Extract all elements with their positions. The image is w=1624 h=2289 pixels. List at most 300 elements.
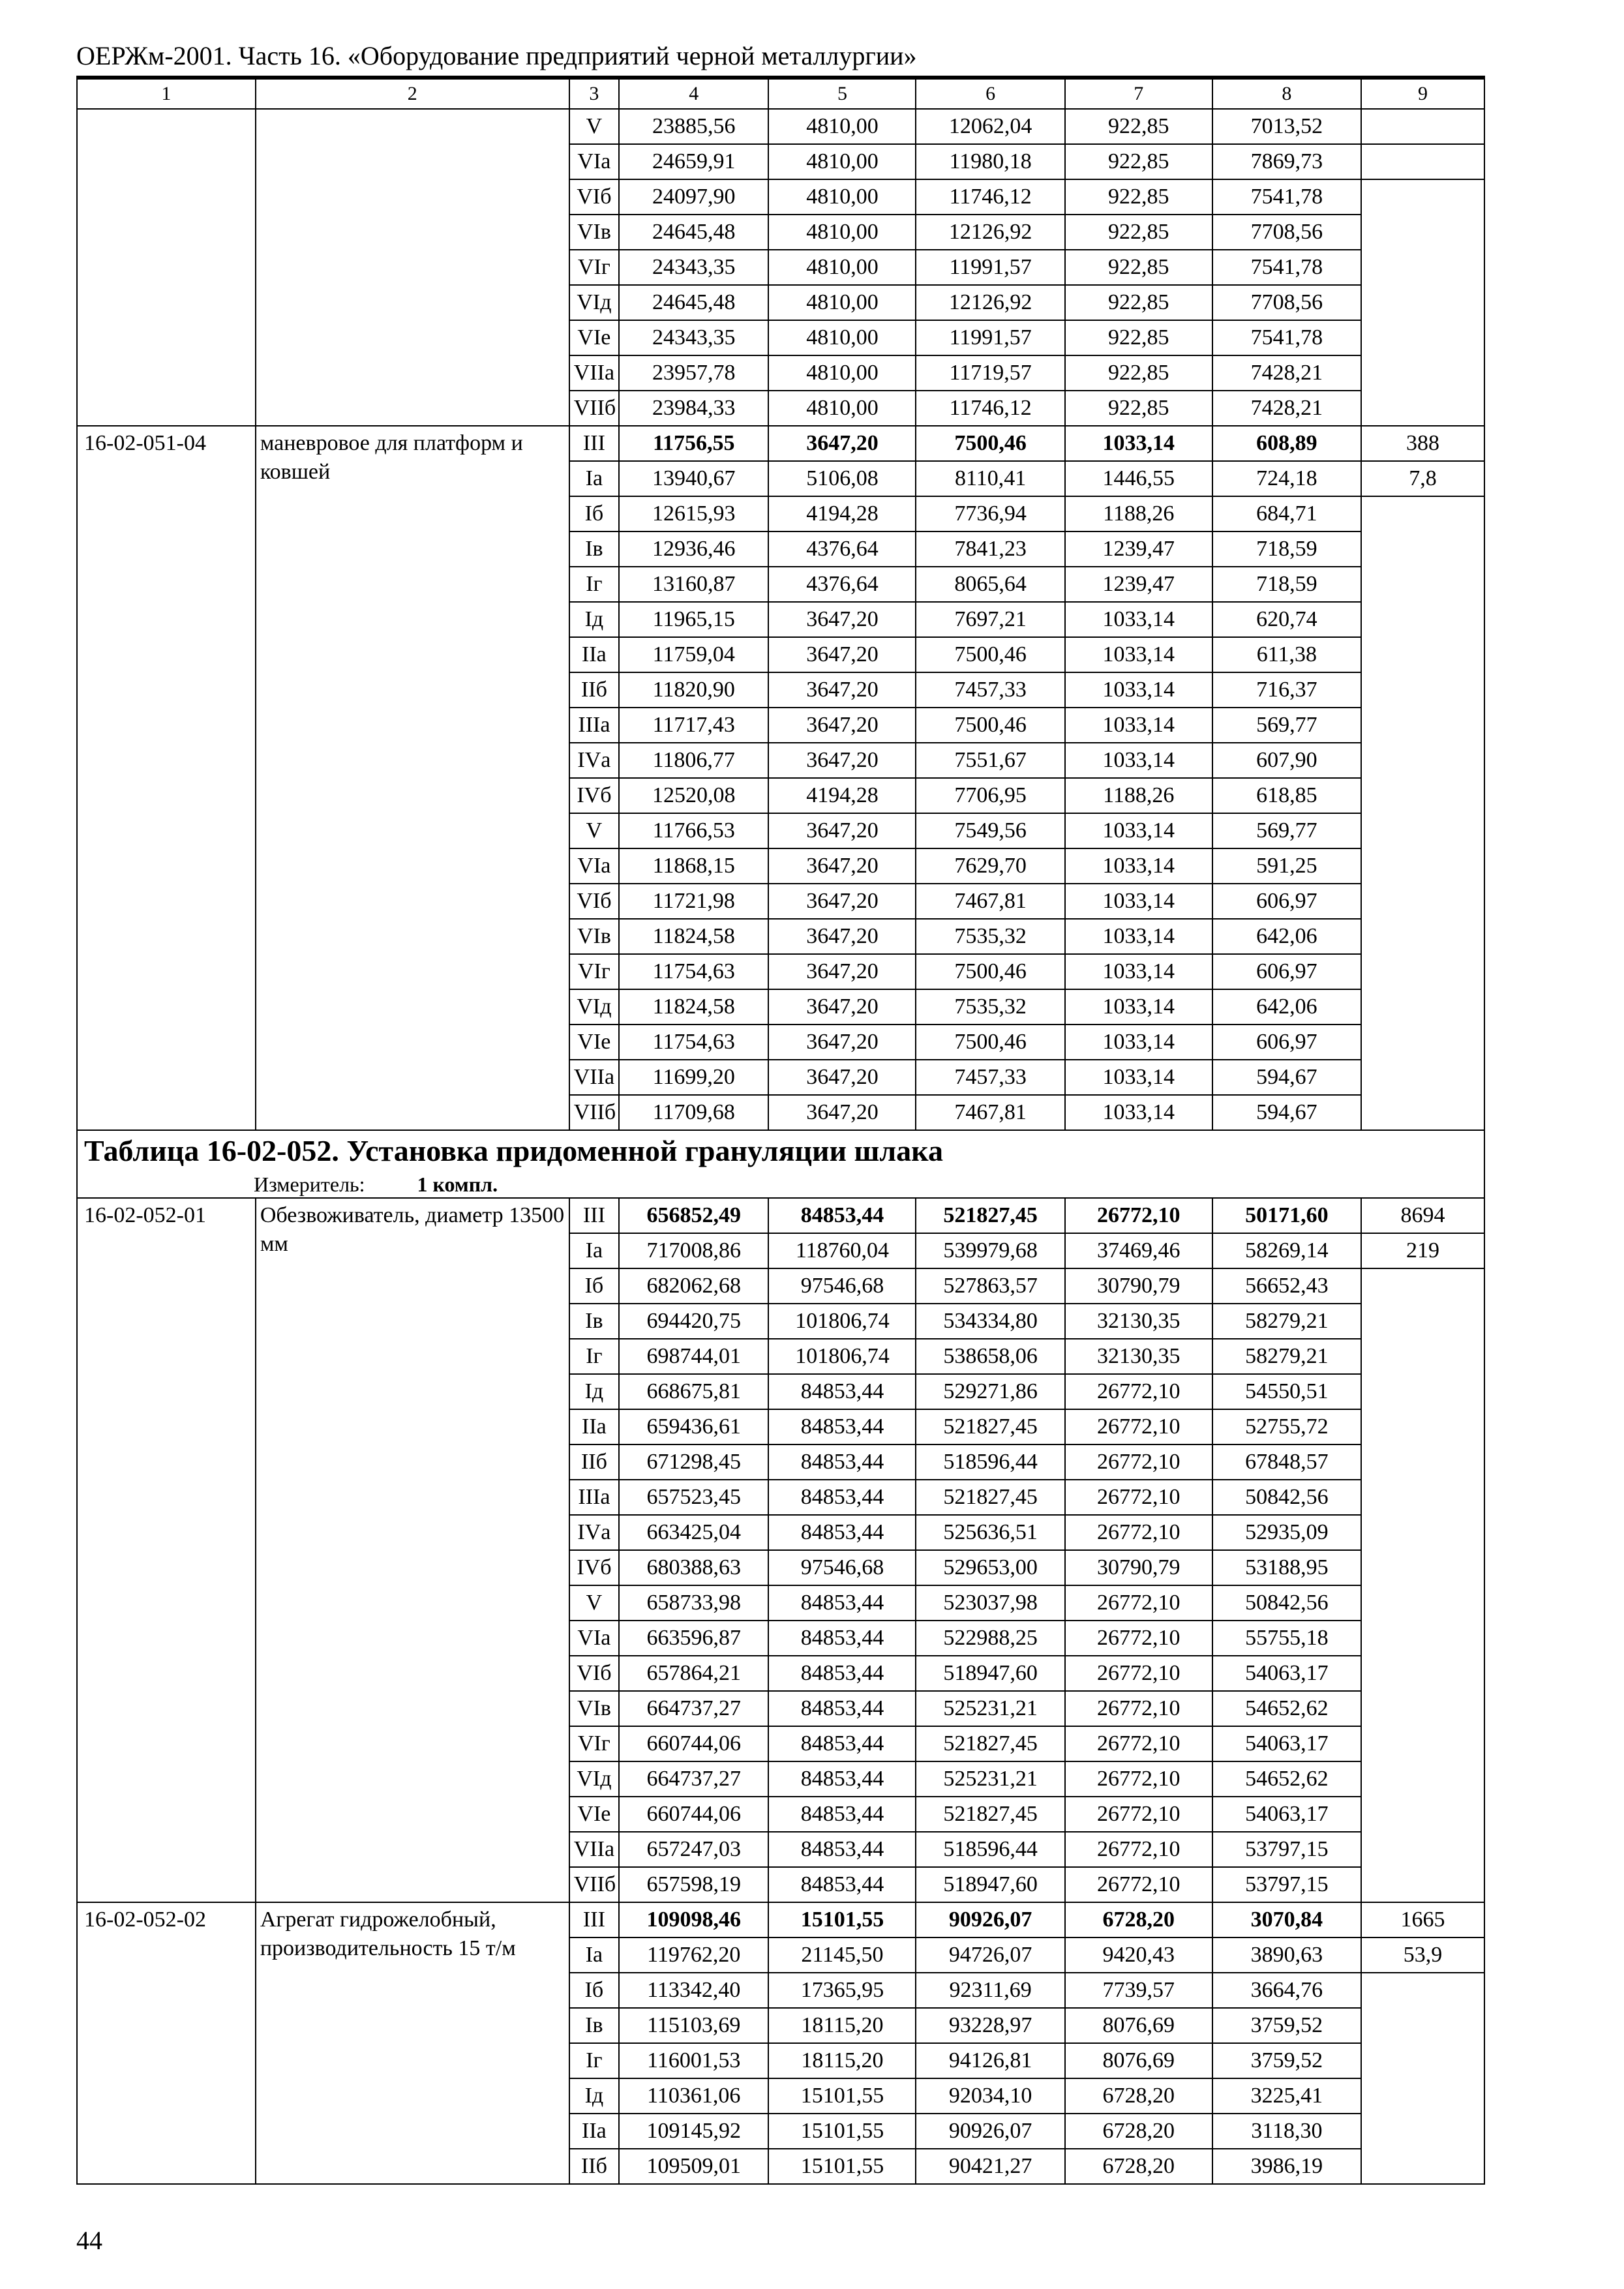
price-cell: 922,85 — [1065, 320, 1212, 355]
price-cell: 90926,07 — [916, 1902, 1064, 1937]
price-cell: 659436,61 — [619, 1409, 768, 1444]
price-cell: 4194,28 — [768, 496, 916, 531]
zone-code: VIб — [569, 179, 619, 215]
price-cell: 4376,64 — [768, 567, 916, 602]
zone-code: IIб — [569, 1444, 619, 1480]
price-cell: 608,89 — [1212, 426, 1361, 461]
page-number: 44 — [76, 2226, 102, 2255]
price-cell: 1033,14 — [1065, 884, 1212, 919]
price-cell: 7428,21 — [1212, 391, 1361, 426]
price-cell: 24097,90 — [619, 179, 768, 215]
zone-code: IVб — [569, 778, 619, 813]
price-cell: 1033,14 — [1065, 672, 1212, 708]
zone-code: VIд — [569, 989, 619, 1025]
price-cell: 53188,95 — [1212, 1550, 1361, 1585]
price-cell: 11766,53 — [619, 813, 768, 848]
price-cell: 54063,17 — [1212, 1726, 1361, 1761]
price-cell: 11868,15 — [619, 848, 768, 884]
price-cell: 84853,44 — [768, 1409, 916, 1444]
price-cell: 50842,56 — [1212, 1480, 1361, 1515]
price-cell: 115103,69 — [619, 2008, 768, 2043]
price-cell: 26772,10 — [1065, 1726, 1212, 1761]
price-cell: 58269,14 — [1212, 1233, 1361, 1268]
price-cell: 3647,20 — [768, 1025, 916, 1060]
price-cell: 1033,14 — [1065, 637, 1212, 672]
price-cell: 84853,44 — [768, 1515, 916, 1550]
zone-code: III — [569, 1198, 619, 1233]
price-cell: 657523,45 — [619, 1480, 768, 1515]
price-cell: 101806,74 — [768, 1304, 916, 1339]
price-cell: 1033,14 — [1065, 708, 1212, 743]
measure-row — [77, 1171, 1484, 1198]
price-cell: 53797,15 — [1212, 1867, 1361, 1902]
price-cell: 1033,14 — [1065, 743, 1212, 778]
extra-value — [1361, 1268, 1484, 1902]
price-cell: 7467,81 — [916, 884, 1064, 919]
zone-code: IIIа — [569, 708, 619, 743]
price-cell: 7541,78 — [1212, 250, 1361, 285]
price-cell: 3070,84 — [1212, 1902, 1361, 1937]
column-number: 1 — [77, 79, 256, 109]
price-cell: 1239,47 — [1065, 531, 1212, 567]
price-cell: 24343,35 — [619, 250, 768, 285]
price-cell: 11709,68 — [619, 1095, 768, 1130]
zone-code: VIIа — [569, 1832, 619, 1867]
column-number: 6 — [916, 79, 1064, 109]
price-cell: 7708,56 — [1212, 215, 1361, 250]
price-cell: 15101,55 — [768, 1902, 916, 1937]
price-cell: 50171,60 — [1212, 1198, 1361, 1233]
price-cell: 657247,03 — [619, 1832, 768, 1867]
price-cell: 7500,46 — [916, 426, 1064, 461]
zone-code: Iа — [569, 1233, 619, 1268]
price-cell: 119762,20 — [619, 1937, 768, 1973]
measure-cell — [77, 1171, 1484, 1198]
price-cell: 521827,45 — [916, 1198, 1064, 1233]
price-cell: 84853,44 — [768, 1444, 916, 1480]
price-cell: 4810,00 — [768, 285, 916, 320]
price-cell: 97546,68 — [768, 1268, 916, 1304]
price-cell: 3225,41 — [1212, 2078, 1361, 2114]
price-cell: 11756,55 — [619, 426, 768, 461]
item-code: 16-02-051-04 — [77, 426, 256, 1130]
price-cell: 922,85 — [1065, 391, 1212, 426]
price-cell: 1188,26 — [1065, 496, 1212, 531]
price-cell: 26772,10 — [1065, 1691, 1212, 1726]
price-cell: 3118,30 — [1212, 2114, 1361, 2149]
zone-code: IVа — [569, 743, 619, 778]
extra-value: 8694 — [1361, 1198, 1484, 1233]
price-cell: 716,37 — [1212, 672, 1361, 708]
zone-code: VIг — [569, 1726, 619, 1761]
price-cell: 54550,51 — [1212, 1374, 1361, 1409]
price-cell: 518947,60 — [916, 1656, 1064, 1691]
price-cell: 12126,92 — [916, 215, 1064, 250]
price-cell: 4810,00 — [768, 109, 916, 144]
price-cell: 3664,76 — [1212, 1973, 1361, 2008]
price-cell: 118760,04 — [768, 1233, 916, 1268]
price-cell: 7541,78 — [1212, 320, 1361, 355]
zone-code: Iд — [569, 2078, 619, 2114]
price-cell: 11980,18 — [916, 144, 1064, 179]
price-cell: 13160,87 — [619, 567, 768, 602]
zone-code: IIа — [569, 2114, 619, 2149]
price-cell: 109098,46 — [619, 1902, 768, 1937]
price-cell: 11824,58 — [619, 919, 768, 954]
price-cell: 12520,08 — [619, 778, 768, 813]
extra-value: 219 — [1361, 1233, 1484, 1268]
price-cell: 922,85 — [1065, 109, 1212, 144]
column-number-row — [77, 79, 1484, 109]
price-cell: 12126,92 — [916, 285, 1064, 320]
price-cell: 26772,10 — [1065, 1832, 1212, 1867]
price-cell: 3759,52 — [1212, 2008, 1361, 2043]
price-cell: 660744,06 — [619, 1797, 768, 1832]
price-cell: 698744,01 — [619, 1339, 768, 1374]
zone-code: VIа — [569, 144, 619, 179]
price-cell: 11824,58 — [619, 989, 768, 1025]
item-name: Агрегат гидрожелобный, производительность 15 т/м — [256, 1902, 569, 2184]
price-cell: 24659,91 — [619, 144, 768, 179]
price-cell: 607,90 — [1212, 743, 1361, 778]
price-cell: 101806,74 — [768, 1339, 916, 1374]
price-cell: 84853,44 — [768, 1585, 916, 1621]
price-cell: 109145,92 — [619, 2114, 768, 2149]
price-cell: 521827,45 — [916, 1480, 1064, 1515]
extra-value: 7,8 — [1361, 461, 1484, 496]
price-cell: 7535,32 — [916, 989, 1064, 1025]
price-cell: 3647,20 — [768, 954, 916, 989]
zone-code: VIIа — [569, 355, 619, 391]
price-cell: 922,85 — [1065, 144, 1212, 179]
price-cell: 7841,23 — [916, 531, 1064, 567]
price-cell: 7013,52 — [1212, 109, 1361, 144]
price-cell: 54652,62 — [1212, 1761, 1361, 1797]
zone-code: Iв — [569, 2008, 619, 2043]
price-cell: 18115,20 — [768, 2043, 916, 2078]
price-cell: 7549,56 — [916, 813, 1064, 848]
price-cell: 11820,90 — [619, 672, 768, 708]
price-cell: 8110,41 — [916, 461, 1064, 496]
price-cell: 3647,20 — [768, 884, 916, 919]
zone-code: IIб — [569, 2149, 619, 2184]
price-cell: 113342,40 — [619, 1973, 768, 2008]
price-cell: 3647,20 — [768, 708, 916, 743]
price-cell: 6728,20 — [1065, 2149, 1212, 2184]
price-cell: 663425,04 — [619, 1515, 768, 1550]
price-cell: 3647,20 — [768, 1095, 916, 1130]
item-name — [256, 109, 569, 426]
price-cell: 521827,45 — [916, 1797, 1064, 1832]
price-cell: 84853,44 — [768, 1656, 916, 1691]
zone-code: IVа — [569, 1515, 619, 1550]
price-cell: 1033,14 — [1065, 426, 1212, 461]
price-cell: 6728,20 — [1065, 2114, 1212, 2149]
price-cell: 58279,21 — [1212, 1304, 1361, 1339]
price-cell: 7467,81 — [916, 1095, 1064, 1130]
table-row — [77, 1902, 1484, 1937]
zone-code: V — [569, 1585, 619, 1621]
price-cell: 23984,33 — [619, 391, 768, 426]
price-cell: 684,71 — [1212, 496, 1361, 531]
price-cell: 539979,68 — [916, 1233, 1064, 1268]
zone-code: VIе — [569, 1025, 619, 1060]
price-cell: 1033,14 — [1065, 813, 1212, 848]
price-cell: 12062,04 — [916, 109, 1064, 144]
zone-code: VIа — [569, 848, 619, 884]
price-cell: 668675,81 — [619, 1374, 768, 1409]
extra-value — [1361, 1973, 1484, 2184]
price-cell: 7500,46 — [916, 637, 1064, 672]
price-cell: 7551,67 — [916, 743, 1064, 778]
price-cell: 664737,27 — [619, 1761, 768, 1797]
table-row — [77, 109, 1484, 144]
zone-code: IIб — [569, 672, 619, 708]
price-cell: 11721,98 — [619, 884, 768, 919]
zone-code: III — [569, 1902, 619, 1937]
price-cell: 11991,57 — [916, 250, 1064, 285]
zone-code: VIг — [569, 954, 619, 989]
price-cell: 4810,00 — [768, 215, 916, 250]
price-cell: 37469,46 — [1065, 1233, 1212, 1268]
price-cell: 3647,20 — [768, 1060, 916, 1095]
price-cell: 92311,69 — [916, 1973, 1064, 2008]
price-cell: 1033,14 — [1065, 1060, 1212, 1095]
table-body — [77, 79, 1484, 2184]
price-cell: 620,74 — [1212, 602, 1361, 637]
zone-code: Iг — [569, 567, 619, 602]
price-cell: 521827,45 — [916, 1726, 1064, 1761]
price-cell: 50842,56 — [1212, 1585, 1361, 1621]
price-cell: 718,59 — [1212, 531, 1361, 567]
price-cell: 4810,00 — [768, 250, 916, 285]
price-cell: 11746,12 — [916, 391, 1064, 426]
zone-code: VIб — [569, 1656, 619, 1691]
price-cell: 534334,80 — [916, 1304, 1064, 1339]
price-cell: 18115,20 — [768, 2008, 916, 2043]
price-cell: 527863,57 — [916, 1268, 1064, 1304]
zone-code: VIIа — [569, 1060, 619, 1095]
price-cell: 7739,57 — [1065, 1973, 1212, 2008]
price-cell: 8076,69 — [1065, 2043, 1212, 2078]
price-cell: 24645,48 — [619, 215, 768, 250]
price-cell: 1446,55 — [1065, 461, 1212, 496]
price-cell: 53797,15 — [1212, 1832, 1361, 1867]
price-cell: 52935,09 — [1212, 1515, 1361, 1550]
price-cell: 4810,00 — [768, 179, 916, 215]
price-cell: 642,06 — [1212, 919, 1361, 954]
price-cell: 7736,94 — [916, 496, 1064, 531]
price-cell: 15101,55 — [768, 2149, 916, 2184]
price-cell: 26772,10 — [1065, 1761, 1212, 1797]
zone-code: Iв — [569, 531, 619, 567]
price-cell: 522988,25 — [916, 1621, 1064, 1656]
zone-code: VIб — [569, 884, 619, 919]
zone-code: IIа — [569, 637, 619, 672]
price-cell: 1033,14 — [1065, 602, 1212, 637]
price-cell: 11991,57 — [916, 320, 1064, 355]
price-cell: 606,97 — [1212, 1025, 1361, 1060]
price-cell: 11754,63 — [619, 954, 768, 989]
extra-value — [1361, 144, 1484, 179]
zone-code: VIа — [569, 1621, 619, 1656]
price-cell: 94726,07 — [916, 1937, 1064, 1973]
price-cell: 922,85 — [1065, 355, 1212, 391]
price-cell: 594,67 — [1212, 1095, 1361, 1130]
price-cell: 3986,19 — [1212, 2149, 1361, 2184]
column-number: 9 — [1361, 79, 1484, 109]
zone-code: VIг — [569, 250, 619, 285]
price-cell: 3647,20 — [768, 989, 916, 1025]
price-cell: 30790,79 — [1065, 1550, 1212, 1585]
price-cell: 11759,04 — [619, 637, 768, 672]
price-cell: 618,85 — [1212, 778, 1361, 813]
price-cell: 26772,10 — [1065, 1515, 1212, 1550]
zone-code: IVб — [569, 1550, 619, 1585]
price-cell: 26772,10 — [1065, 1374, 1212, 1409]
zone-code: VIв — [569, 215, 619, 250]
zone-code: VIе — [569, 320, 619, 355]
zone-code: VIд — [569, 285, 619, 320]
price-cell: 518596,44 — [916, 1444, 1064, 1480]
price-cell: 90926,07 — [916, 2114, 1064, 2149]
price-cell: 13940,67 — [619, 461, 768, 496]
section-title: Таблица 16-02-052. Установка придоменной грануляции шлака — [77, 1130, 1484, 1171]
price-cell: 110361,06 — [619, 2078, 768, 2114]
item-name: Обезвоживатель, диаметр 13500 мм — [256, 1198, 569, 1902]
price-cell: 90421,27 — [916, 2149, 1064, 2184]
measure-label: Измеритель: — [254, 1173, 365, 1196]
column-number: 2 — [256, 79, 569, 109]
price-cell: 84853,44 — [768, 1480, 916, 1515]
price-cell: 84853,44 — [768, 1726, 916, 1761]
price-cell: 84853,44 — [768, 1691, 916, 1726]
price-cell: 724,18 — [1212, 461, 1361, 496]
extra-value: 53,9 — [1361, 1937, 1484, 1973]
price-cell: 594,67 — [1212, 1060, 1361, 1095]
price-cell: 30790,79 — [1065, 1268, 1212, 1304]
zone-code: Iд — [569, 1374, 619, 1409]
price-cell: 657864,21 — [619, 1656, 768, 1691]
price-cell: 4810,00 — [768, 355, 916, 391]
price-cell: 15101,55 — [768, 2114, 916, 2149]
price-cell: 4194,28 — [768, 778, 916, 813]
price-cell: 4376,64 — [768, 531, 916, 567]
price-cell: 1033,14 — [1065, 1095, 1212, 1130]
price-cell: 11806,77 — [619, 743, 768, 778]
item-code: 16-02-052-01 — [77, 1198, 256, 1902]
price-cell: 1033,14 — [1065, 848, 1212, 884]
price-cell: 606,97 — [1212, 884, 1361, 919]
price-cell: 84853,44 — [768, 1761, 916, 1797]
column-number: 5 — [768, 79, 916, 109]
price-cell: 7708,56 — [1212, 285, 1361, 320]
document-header — [76, 40, 1485, 78]
price-cell: 56652,43 — [1212, 1268, 1361, 1304]
price-cell: 922,85 — [1065, 285, 1212, 320]
price-cell: 3647,20 — [768, 919, 916, 954]
zone-code: Iа — [569, 461, 619, 496]
price-cell: 642,06 — [1212, 989, 1361, 1025]
price-cell: 663596,87 — [619, 1621, 768, 1656]
document-title: ОЕРЖм-2001. Часть 16. «Оборудование предприятий черной металлургии» — [76, 41, 917, 70]
price-cell: 11965,15 — [619, 602, 768, 637]
price-cell: 1188,26 — [1065, 778, 1212, 813]
price-cell: 67848,57 — [1212, 1444, 1361, 1480]
price-cell: 4810,00 — [768, 144, 916, 179]
price-cell: 58279,21 — [1212, 1339, 1361, 1374]
price-cell: 922,85 — [1065, 250, 1212, 285]
price-cell: 658733,98 — [619, 1585, 768, 1621]
price-cell: 84853,44 — [768, 1797, 916, 1832]
price-cell: 3647,20 — [768, 637, 916, 672]
price-cell: 694420,75 — [619, 1304, 768, 1339]
price-cell: 518596,44 — [916, 1832, 1064, 1867]
zone-code: VIе — [569, 1797, 619, 1832]
price-cell: 525231,21 — [916, 1691, 1064, 1726]
column-number: 4 — [619, 79, 768, 109]
price-cell: 84853,44 — [768, 1832, 916, 1867]
price-cell: 1239,47 — [1065, 567, 1212, 602]
price-cell: 3647,20 — [768, 426, 916, 461]
price-cell: 17365,95 — [768, 1973, 916, 2008]
section-title-row — [77, 1130, 1484, 1171]
price-cell: 12615,93 — [619, 496, 768, 531]
price-cell: 717008,86 — [619, 1233, 768, 1268]
price-cell: 523037,98 — [916, 1585, 1064, 1621]
price-cell: 54652,62 — [1212, 1691, 1361, 1726]
column-number: 7 — [1065, 79, 1212, 109]
price-cell: 1033,14 — [1065, 954, 1212, 989]
price-cell: 11754,63 — [619, 1025, 768, 1060]
price-cell: 7541,78 — [1212, 179, 1361, 215]
price-cell: 7629,70 — [916, 848, 1064, 884]
price-cell: 569,77 — [1212, 708, 1361, 743]
price-cell: 84853,44 — [768, 1198, 916, 1233]
price-cell: 7500,46 — [916, 1025, 1064, 1060]
zone-code: Iб — [569, 1973, 619, 2008]
price-cell: 521827,45 — [916, 1409, 1064, 1444]
zone-code: VIд — [569, 1761, 619, 1797]
zone-code: VIIб — [569, 1095, 619, 1130]
zone-code: VIв — [569, 1691, 619, 1726]
price-cell: 54063,17 — [1212, 1656, 1361, 1691]
price-cell: 92034,10 — [916, 2078, 1064, 2114]
extra-value: 388 — [1361, 426, 1484, 461]
price-cell: 93228,97 — [916, 2008, 1064, 2043]
price-cell: 8076,69 — [1065, 2008, 1212, 2043]
price-cell: 7869,73 — [1212, 144, 1361, 179]
price-cell: 26772,10 — [1065, 1656, 1212, 1691]
extra-value — [1361, 109, 1484, 144]
price-cell: 611,38 — [1212, 637, 1361, 672]
price-cell: 11746,12 — [916, 179, 1064, 215]
zone-code: Iв — [569, 1304, 619, 1339]
price-cell: 7457,33 — [916, 1060, 1064, 1095]
price-cell: 23885,56 — [619, 109, 768, 144]
table-row — [77, 426, 1484, 461]
extra-value — [1361, 179, 1484, 426]
price-cell: 26772,10 — [1065, 1480, 1212, 1515]
price-cell: 3647,20 — [768, 602, 916, 637]
price-cell: 7457,33 — [916, 672, 1064, 708]
price-cell: 23957,78 — [619, 355, 768, 391]
price-cell: 6728,20 — [1065, 2078, 1212, 2114]
price-cell: 3759,52 — [1212, 2043, 1361, 2078]
price-cell: 922,85 — [1065, 179, 1212, 215]
price-cell: 54063,17 — [1212, 1797, 1361, 1832]
price-cell: 84853,44 — [768, 1621, 916, 1656]
